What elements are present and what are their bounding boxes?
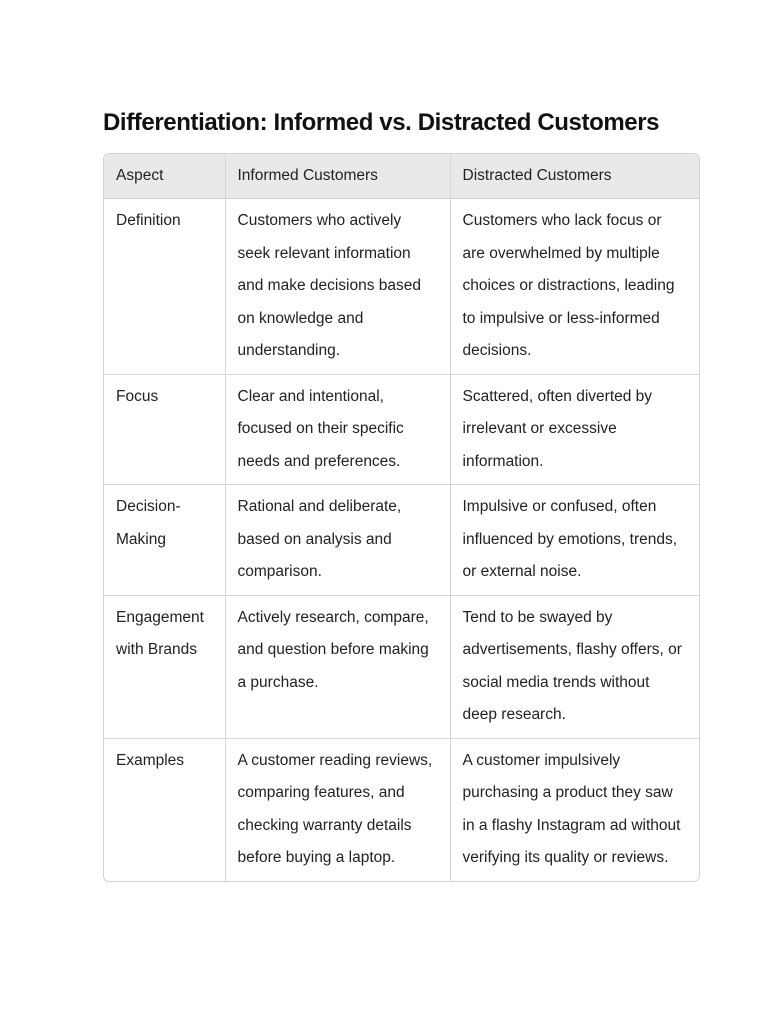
cell-informed: Customers who actively seek relevant information and make decisions based on knowledge and understanding. — [225, 199, 450, 375]
table-row-decision-making — [104, 485, 699, 596]
comparison-table-container — [103, 153, 700, 882]
cell-informed: Rational and deliberate, based on analysis and comparison. — [225, 485, 450, 596]
cell-distracted: Impulsive or confused, often influenced by emotions, trends, or external noise. — [450, 485, 699, 596]
cell-distracted: Scattered, often diverted by irrelevant or excessive information. — [450, 374, 699, 485]
header-row — [104, 154, 699, 199]
cell-distracted: Tend to be swayed by advertisements, flashy offers, or social media trends without deep research. — [450, 595, 699, 738]
cell-aspect: Focus — [104, 374, 225, 485]
cell-distracted: A customer impulsively purchasing a product they saw in a flashy Instagram ad without verifying its quality or reviews. — [450, 738, 699, 881]
cell-informed: Clear and intentional, focused on their specific needs and preferences. — [225, 374, 450, 485]
cell-informed: A customer reading reviews, comparing features, and checking warranty details before buying a laptop. — [225, 738, 450, 881]
comparison-table — [104, 154, 699, 881]
table-row-focus — [104, 374, 699, 485]
cell-aspect: Examples — [104, 738, 225, 881]
cell-distracted: Customers who lack focus or are overwhelmed by multiple choices or distractions, leading to impulsive or less-informed decisions. — [450, 199, 699, 375]
table-row-examples — [104, 738, 699, 881]
document-title: Differentiation: Informed vs. Distracted Customers — [103, 109, 660, 136]
cell-aspect: Definition — [116, 212, 181, 229]
table-header — [104, 154, 699, 199]
header-distracted-customers: Distracted Customers — [450, 154, 699, 199]
header-aspect: Aspect — [104, 154, 225, 199]
cell-informed: Actively research, compare, and question before making a purchase. — [225, 595, 450, 738]
header-informed-customers: Informed Customers — [225, 154, 450, 199]
cell-aspect: Decision-Making — [104, 485, 225, 596]
table-row-definition — [104, 199, 699, 375]
cell-aspect: Engagement with Brands — [104, 595, 225, 738]
table-body — [104, 199, 699, 881]
table-row-engagement-with-brands — [104, 595, 699, 738]
